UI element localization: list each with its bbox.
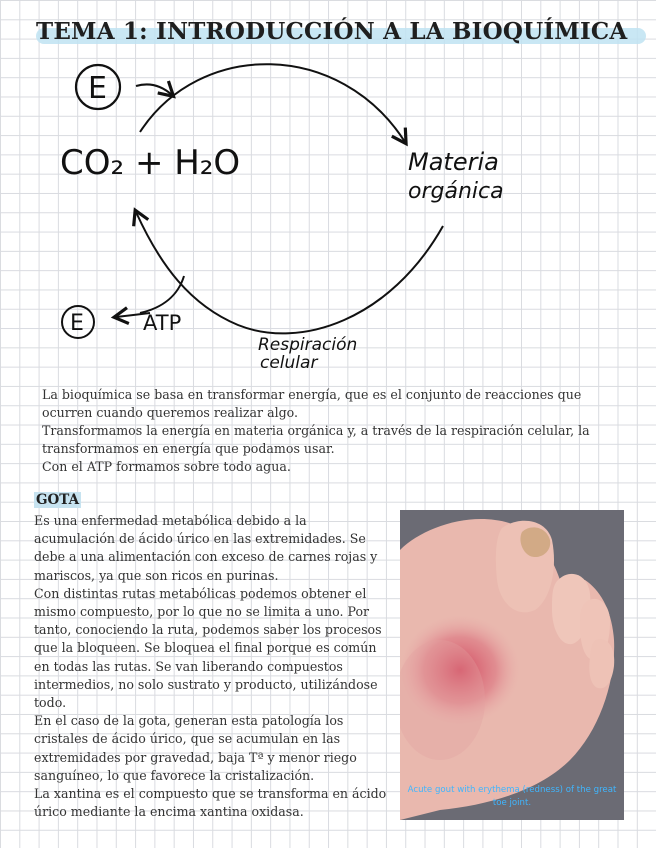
process-label-line2: celular <box>260 353 318 373</box>
gota-paragraph: La xantina es el compuesto que se transforma en ácido úrico mediante la encima xantina oxidasa. <box>34 786 387 820</box>
gout-foot-photo <box>400 510 624 820</box>
respiration-arrow <box>136 212 443 333</box>
intro-paragraph: Transformamos la energía en materia orgánica y, a través de la respiración celular, la transformamos en energía que podamos usar. <box>42 423 590 456</box>
intro-text <box>42 386 602 476</box>
product-label-line1: Materia <box>408 148 499 176</box>
gota-paragraph: En el caso de la gota, generan esta patología los cristales de ácido úrico, que se acumulan en las extremidades por gravedad, baja Tª y menor riego sanguíneo, lo que favorece la cristalización. <box>34 713 357 783</box>
gota-paragraph: Con distintas rutas metabólicas podemos obtener el mismo compuesto, por lo que no se limita a uno. Por tanto, conociendo la ruta, podemos saber los procesos que la bloqueen. Se bloquea el final porque es común en todas las rutas. Se van liberando compuestos intermedios, no solo sustrato y producto, utilizándose todo. <box>34 585 382 711</box>
atp-label: ATP <box>143 311 182 335</box>
title-block <box>30 14 650 54</box>
energy-in-label: E <box>88 71 107 106</box>
synthesis-arrow <box>140 64 405 142</box>
energy-cycle-diagram <box>0 50 656 380</box>
photo-caption: Acute gout with erythema (redness) of the great toe joint. <box>407 785 617 808</box>
reactants-label: CO₂ + H₂O <box>60 143 241 183</box>
energy-in-arrow <box>136 84 172 95</box>
product-label-line2: orgánica <box>408 179 504 204</box>
page-title: TEMA 1: INTRODUCCIÓN A LA BIOQUÍMICA <box>36 18 628 45</box>
gota-body <box>34 512 390 821</box>
gota-paragraph: Es una enfermedad metabólica debido a la acumulación de ácido úrico en las extremidades. Se debe a una alimentación con exceso de carnes rojas y mariscos, ya que son ricos en purinas. <box>34 513 378 583</box>
energy-out-label: E <box>70 311 84 336</box>
process-label-line1: Respiración <box>258 335 358 355</box>
gota-heading-text: GOTA <box>36 492 80 508</box>
intro-paragraph: La bioquímica se basa en transformar energía, que es el conjunto de reacciones que ocurren cuando queremos realizar algo. <box>42 387 582 420</box>
gota-heading <box>34 492 81 508</box>
intro-paragraph: Con el ATP formamos sobre todo agua. <box>42 459 291 474</box>
foot-illustration <box>400 510 624 820</box>
